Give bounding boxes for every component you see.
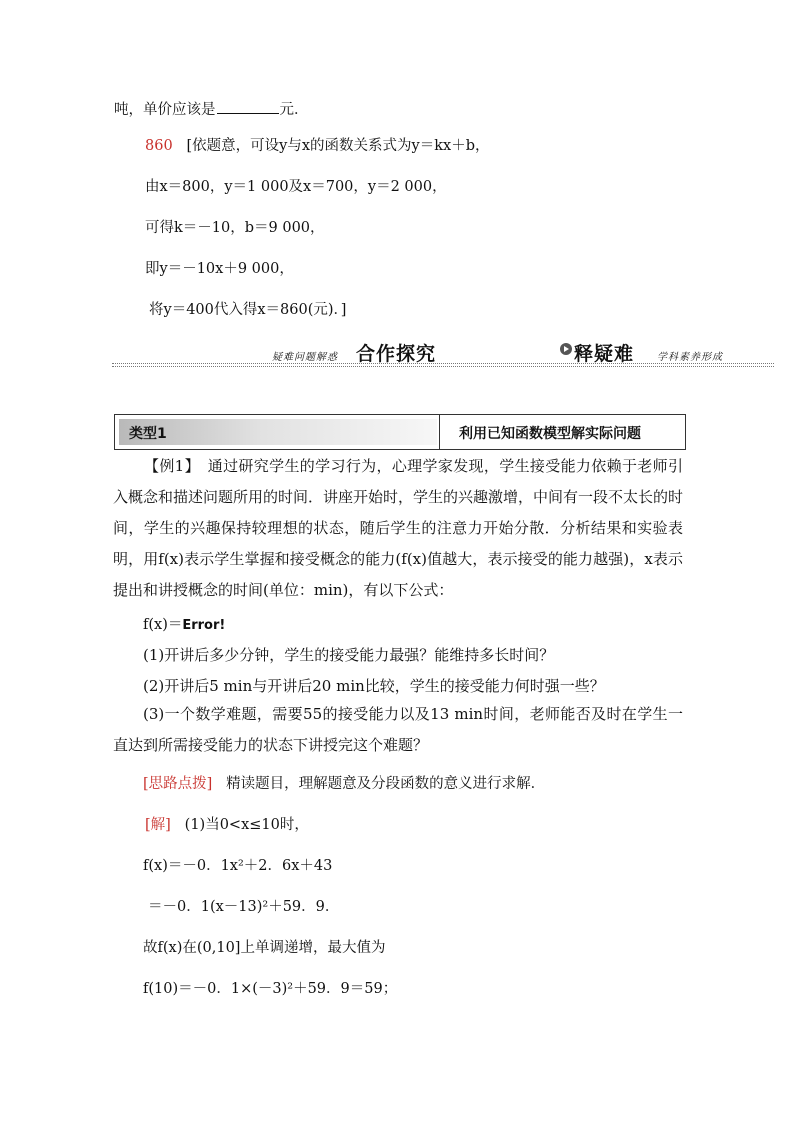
formula-error: Error!	[182, 618, 226, 633]
banner-main-1: 合作探究	[356, 343, 437, 365]
type-tag-background	[119, 419, 437, 445]
type-box	[114, 414, 686, 450]
answer-text-1: [依题意，可设y与x的函数关系式为y＝kx＋b，	[186, 138, 490, 154]
solution-text-1: (1)当0<x≤10时，	[184, 817, 309, 833]
section-banner	[112, 337, 774, 367]
banner-left-text: 疑难问题解惑	[272, 352, 338, 363]
hint-label: [思路点拨]	[143, 776, 213, 792]
question-1: (1)开讲后多少分钟，学生的接受能力最强？能维持多长时间？	[143, 646, 555, 664]
solution-line-1	[145, 813, 309, 834]
question-prefix: 吨，单价应该是	[114, 102, 216, 118]
banner-rule-bottom	[112, 366, 774, 367]
formula-prefix: f(x)＝	[143, 617, 183, 633]
hint-text: 精读题目，理解题意及分段函数的意义进行求解．	[226, 776, 546, 792]
formula-line	[143, 613, 225, 634]
answer-line-5: 将y＝400代入得x＝860(元)．]	[149, 302, 347, 318]
question-2: (2)开讲后5 min与开讲后20 min比较，学生的接受能力何时强一些？	[143, 677, 605, 695]
banner-right-text: 学科素养形成	[657, 352, 723, 363]
solution-label: [解]	[145, 817, 171, 833]
type-title: 利用已知函数模型解实际问题	[459, 426, 641, 442]
type-box-divider	[439, 415, 440, 449]
answer-line-1	[145, 134, 489, 155]
banner-main-2: 释疑难	[574, 343, 635, 365]
question-suffix: 元．	[279, 102, 309, 118]
answer-value: 860	[145, 138, 173, 154]
answer-line-2: 由x＝800，y＝1 000及x＝700，y＝2 000，	[145, 179, 447, 195]
arrow-right-icon	[560, 343, 572, 355]
solution-line-2: f(x)＝－0．1x²＋2．6x＋43	[143, 858, 333, 874]
answer-line-3: 可得k＝－10，b＝9 000，	[145, 220, 325, 236]
question-line	[114, 98, 309, 119]
solution-line-5: f(10)＝－0．1×(－3)²＋59．9＝59；	[143, 981, 398, 997]
question-3: (3)一个数学难题，需要55的接受能力以及13 min时间，老师能否及时在学生一直达到所需接受能力的状态下讲授完这个难题？	[113, 705, 683, 754]
answer-line-4: 即y＝－10x＋9 000，	[145, 261, 294, 277]
type-tag: 类型1	[129, 426, 167, 442]
hint-line	[143, 772, 545, 793]
solution-line-4: 故f(x)在(0,10]上单调递增，最大值为	[143, 940, 386, 956]
example-paragraph: 【例1】 通过研究学生的学习行为，心理学家发现，学生接受能力依赖于老师引入概念和描述问题所用的时间．讲座开始时，学生的兴趣激增，中间有一段不太长的时间，学生的兴趣保持较理想的状态，随后学生的注意力开始分散．分析结果和实验表明，用f(x)表示学生掌握和接受概念的能力(f(x)值越大，表示接受的能力越强)，x表示提出和讲授概念的时间(单位：min)，有以下公式：	[113, 457, 684, 599]
solution-line-3: ＝－0．1(x－13)²＋59．9．	[148, 899, 340, 915]
banner-rule-top	[112, 363, 774, 364]
answer-blank	[217, 99, 279, 114]
